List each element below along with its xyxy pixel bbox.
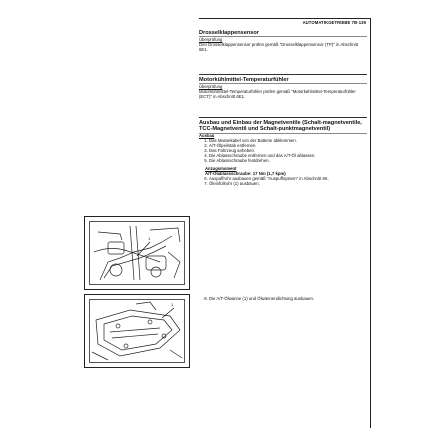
list-item: 8. Die A/T-Ölwanne (1) und Ölwannendichtung ausbauen. bbox=[209, 296, 367, 301]
list-item: 7. Öleinfüllrohr (1) ausbauen. bbox=[209, 181, 367, 186]
list-item: 6. Auspuffrohr ausbauen gemäß "Auspuffsystem" in Abschnitt 6K. bbox=[209, 176, 367, 181]
body-text: Den Drosselklappensensor prüfen gemäß "Drosselklappensensor (TP)" in Abschnitt 6E1. bbox=[199, 42, 359, 52]
engine-illustration-2 bbox=[90, 300, 184, 362]
list-item: 5. Die Ablassschraube festdrehen. bbox=[209, 158, 367, 163]
subheading: Überprüfung bbox=[199, 37, 223, 42]
figure-callout: 1 bbox=[171, 302, 174, 307]
body-text: Motorkühlmittel-Temperaturfühler prüfen gemäß "Motorkühlmittel-Temperaturfühler (ECT)" in Abschnitt 6E1. bbox=[199, 89, 356, 99]
section-motorkuehlmittel bbox=[199, 74, 367, 99]
torque-block bbox=[199, 166, 367, 176]
running-head: AUTOMATIKGETRIEBE 7B-139 bbox=[302, 20, 366, 25]
page-border-right bbox=[370, 18, 371, 428]
steps-list bbox=[199, 138, 367, 163]
subheading: Ausbau bbox=[199, 133, 215, 139]
figure-oil-pan bbox=[84, 294, 190, 368]
list-item: 4. Die Ablassschraube entfernen und das A/T-Öl ablassen. bbox=[209, 153, 367, 158]
section-title: Motorkühlmittel-Temperaturfühler bbox=[199, 77, 289, 83]
list-item: 1. Das Massekabel von der Batterie abklemmen. bbox=[209, 138, 367, 143]
section-title: Ausbau und Einbau der Magnetventile (Schalt-magnetventile, TCC-Magnetventil und Schalt-punktmagnetventil) bbox=[199, 120, 362, 133]
list-item: 3. Das Fahrzeug anheben. bbox=[209, 148, 367, 153]
illustration bbox=[89, 299, 185, 363]
subheading: Überprüfung bbox=[199, 84, 223, 89]
figure-oil-filler-tube bbox=[84, 216, 190, 290]
steps-list-2 bbox=[199, 176, 367, 186]
illustration bbox=[89, 221, 185, 285]
section-ausbau-einbau bbox=[199, 117, 367, 186]
figure-callout: 1 bbox=[148, 236, 151, 241]
torque-label: Anzugsmoment bbox=[205, 166, 237, 172]
list-item: 2. A/T-Ölpeilstab entfernen. bbox=[209, 143, 367, 148]
steps-list-3 bbox=[199, 296, 367, 301]
header-rule bbox=[199, 18, 370, 19]
step-8 bbox=[199, 296, 367, 301]
torque-value: A/T-Ölablassschraube: 17 Nm (1,7 kpm) bbox=[205, 171, 286, 177]
engine-illustration-1 bbox=[90, 222, 184, 284]
section-drosselklappensensor bbox=[199, 30, 367, 52]
section-title: Drosselklappensensor bbox=[199, 30, 260, 36]
